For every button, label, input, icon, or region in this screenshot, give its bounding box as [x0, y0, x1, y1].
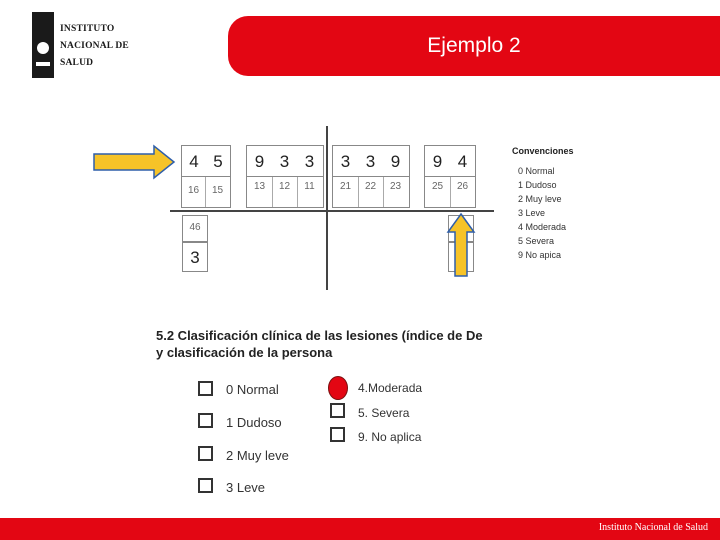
code-value: 4: [457, 152, 468, 171]
tooth-box-block2: [246, 176, 324, 208]
code-value: 3: [190, 248, 200, 267]
code-box-block4: [424, 145, 476, 177]
code-value: 3: [304, 152, 315, 171]
up-arrow-icon: [446, 212, 476, 278]
tooth-number: 21: [339, 181, 352, 192]
tooth-box-block1: [181, 176, 231, 208]
tooth-number: 23: [389, 181, 402, 192]
legend-item: 9 No apica: [518, 250, 562, 260]
tooth-number: 12: [278, 181, 291, 192]
code-box-block2: [246, 145, 324, 177]
classification-section: [156, 326, 496, 506]
tooth-number: 11: [304, 181, 315, 192]
slide-title: Ejemplo 2: [427, 34, 521, 57]
code-value: 9: [390, 152, 401, 171]
option-label: 5. Severa: [358, 406, 410, 420]
code-value: 5: [213, 152, 223, 171]
footer-bar: [0, 518, 720, 540]
option-label: 9. No aplica: [358, 430, 422, 444]
code-value: 9: [432, 152, 443, 171]
tooth-box-lower: [182, 215, 208, 242]
tooth-box-block4: [424, 176, 476, 208]
option-label: 4.Moderada: [358, 381, 423, 395]
code-value: 3: [279, 152, 290, 171]
option-label: 2 Muy leve: [226, 448, 289, 463]
legend-title: Convenciones: [512, 146, 574, 156]
logo-line-1: INSTITUTO: [60, 24, 115, 34]
tooth-box-block3: [332, 176, 410, 208]
code-value: 3: [365, 152, 376, 171]
legend-item: 0 Normal: [518, 166, 555, 176]
checkbox-3-leve[interactable]: [198, 478, 213, 493]
code-box-block1: [181, 145, 231, 177]
legend-item: 2 Muy leve: [518, 194, 562, 204]
footer-text: Instituto Nacional de Salud: [598, 522, 708, 533]
section-title-line-2: y clasificación de la persona: [156, 345, 333, 360]
checkbox-2-muy-leve[interactable]: [198, 446, 213, 461]
tooth-number: 16: [187, 185, 200, 196]
checkbox-9-no-aplica[interactable]: [330, 427, 345, 442]
option-label: 0 Normal: [226, 382, 279, 397]
code-box-lower: [182, 242, 208, 272]
right-arrow-icon: [92, 144, 176, 180]
code-value: 3: [340, 152, 351, 171]
code-value: 4: [189, 152, 199, 171]
checkbox-1-dudoso[interactable]: [198, 413, 213, 428]
legend-item: 1 Dudoso: [518, 180, 557, 190]
tooth-number: 25: [431, 181, 444, 192]
legend-item: 5 Severa: [518, 236, 555, 246]
code-value: 9: [254, 152, 265, 171]
option-label: 3 Leve: [226, 480, 266, 495]
tooth-number: 15: [211, 185, 224, 196]
legend-item: 4 Moderada: [518, 222, 567, 232]
conventions-legend: [512, 146, 622, 270]
legend-item: 3 Leve: [518, 208, 546, 218]
checkbox-0-normal[interactable]: [198, 381, 213, 396]
logo-line-3: SALUD: [60, 58, 94, 68]
section-title-line-1: 5.2 Clasificación clínica de las lesiones (índice de De: [156, 328, 483, 343]
tooth-number: 13: [253, 181, 266, 192]
tooth-number: 46: [189, 222, 201, 233]
code-box-block3: [332, 145, 410, 177]
tooth-number: 26: [456, 181, 469, 192]
tooth-number: 22: [364, 181, 377, 192]
checkbox-5-severa[interactable]: [330, 403, 345, 418]
midline-vertical: [326, 126, 328, 290]
option-label: 1 Dudoso: [226, 415, 282, 430]
selected-marker-icon: [327, 375, 349, 401]
logo-line-2: NACIONAL DE: [60, 41, 129, 51]
